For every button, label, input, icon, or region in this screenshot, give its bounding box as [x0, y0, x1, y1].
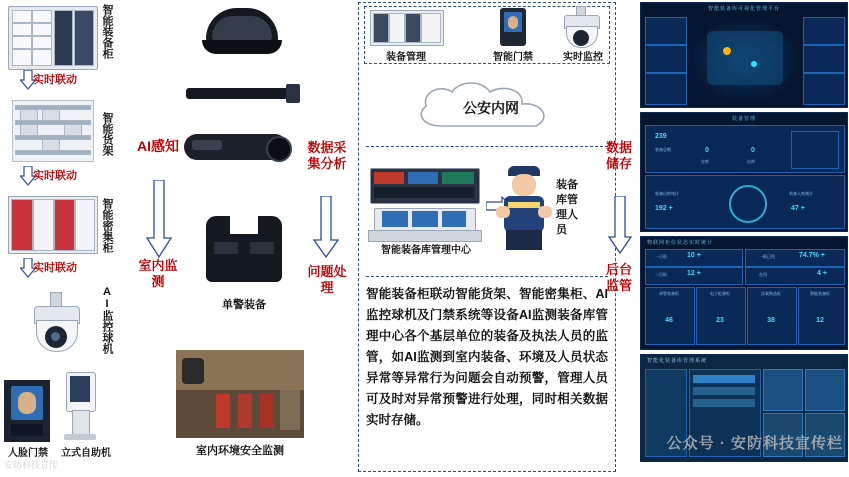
smart-equipment-cabinet-image: [8, 6, 96, 68]
cabinet-stat-3-label: 在用: [759, 272, 767, 277]
stat-outstock-label: 出库: [747, 159, 755, 164]
data-storage-label: [604, 140, 634, 172]
tactical-vest-image: [196, 216, 292, 288]
backend-supervision-text: 后台监管: [605, 262, 632, 293]
caption-single-police-equipment: 单警装备: [222, 299, 266, 311]
data-collection-label: [306, 140, 348, 172]
stat-outstock-value: 0: [751, 147, 755, 154]
smart-compact-cabinet-image: [8, 196, 96, 252]
label-face-access-control: 人脸门禁: [8, 448, 48, 459]
dashboard-console-title: 智能化装备库管理系统: [647, 358, 708, 364]
ai-perception-label: [136, 138, 180, 155]
label-equipment-management: 装备管理: [386, 52, 426, 63]
control-console-image: [370, 168, 478, 202]
dashboard-equipment-title: 装备管理: [731, 116, 756, 122]
data-storage-text: 数据储存: [605, 140, 632, 171]
label-realtime-link-3: 实时联动: [33, 262, 77, 274]
dashboard-cabinet[interactable]: [640, 236, 848, 350]
stat-out-total-label: 装备出库统计: [655, 191, 679, 196]
label-staff: 装备库管理人员: [556, 179, 578, 236]
issue-handling-label: [304, 264, 350, 296]
stat-in-total-value: 47 +: [791, 205, 805, 212]
cabinet-card-1-value: 23: [716, 317, 724, 324]
stat-instock-label: 在库: [701, 159, 709, 164]
caption-control-center: 智能装备库管理中心: [381, 245, 471, 256]
cabinet-card-2-value: 38: [767, 317, 775, 324]
cabinet-card-0-value: 46: [665, 317, 673, 324]
cabinet-card-3-label: 智能装备柜: [810, 291, 830, 296]
caption-indoor-safety-monitoring: 室内环境安全监测: [196, 445, 284, 457]
label-standing-kiosk: 立式自助机: [61, 448, 111, 459]
label-realtime-link-1: 实时联动: [33, 74, 77, 86]
cabinet-card-1-label: 电子枪弹柜: [710, 291, 730, 296]
standing-kiosk-image: [60, 372, 100, 442]
indoor-monitoring-text: 室内监测: [138, 258, 178, 289]
cabinet-stat-1-value: 74.7% +: [799, 252, 825, 259]
riot-helmet-image: [186, 4, 298, 62]
face-access-control-image: [4, 380, 50, 442]
center-divider-2: [366, 276, 608, 277]
dashboard-cabinet-title: 物联网柜位状态实时统计: [647, 240, 714, 246]
stat-total-label: 装备总数: [655, 147, 671, 152]
data-collection-text: 数据采集分析: [307, 140, 347, 171]
dashboard-map[interactable]: [640, 2, 848, 108]
operator-desk-image: [368, 208, 480, 242]
label-smart-access-control: 智能门禁: [493, 52, 533, 63]
ai-perception-arrow: [146, 180, 172, 258]
label-smart-equipment-cabinet: 智能装备柜: [101, 4, 113, 59]
label-smart-compact-cabinet: 智能密集柜: [101, 198, 113, 253]
intranet-cloud: [408, 78, 566, 136]
label-real-time-monitoring: 实时监控: [563, 52, 603, 63]
label-smart-shelf: 智能货架: [101, 112, 113, 156]
equipment-management-icon: [370, 10, 442, 46]
data-storage-arrow: [608, 196, 632, 254]
indoor-scene-image: [176, 350, 304, 438]
cabinet-stat-1-label: 一板已用: [759, 254, 775, 259]
staff-illustration: [494, 166, 554, 252]
cabinet-card-3-value: 12: [816, 317, 824, 324]
label-intranet-cloud: 公安内网: [463, 100, 519, 116]
label-realtime-link-2: 实时联动: [33, 170, 77, 182]
cabinet-stat-0-label: 一日柜: [655, 254, 667, 259]
label-ai-dome-camera: AI监控球机: [101, 286, 113, 354]
ai-dome-camera-image: [28, 292, 86, 362]
dashboard-equipment[interactable]: [640, 112, 848, 232]
bodycam-image: [176, 124, 304, 168]
center-divider: [366, 146, 608, 147]
flashlight-image: [182, 78, 302, 108]
issue-handling-text: 问题处理: [307, 264, 347, 295]
cabinet-stat-2-value: 12 +: [687, 270, 701, 277]
stat-in-total-label: 装备入库统计: [789, 191, 813, 196]
watermark: 公众号 · 安防科技宣传栏: [666, 435, 843, 452]
data-collection-arrow: [313, 196, 339, 258]
backend-supervision-label: [603, 262, 635, 294]
corner-watermark: 安防科技宣传: [4, 460, 59, 470]
center-description: 智能装备柜联动智能货架、智能密集柜、AI监控球机及门禁系统等设备AI监测装备库管理中心各个基层单位的装备及执法人员的监管，如AI监测到室内装备、环境及人员状态异常等异常行为问题会自动预警，管理人员可及时对异常预警进行处理，同时相关数据实时存储。: [366, 287, 608, 427]
cabinet-stat-3-value: 4 +: [817, 270, 827, 277]
stat-total-value: 239: [655, 133, 667, 140]
cabinet-card-0-label: 单警装备柜: [659, 291, 679, 296]
indoor-monitoring-label: [133, 258, 183, 290]
ai-perception-text: AI感知: [137, 138, 179, 154]
cabinet-card-2-label: 涉案物品柜: [761, 291, 781, 296]
smart-access-control-icon: [500, 8, 526, 48]
smart-shelf-image: [12, 100, 92, 160]
stat-instock-value: 0: [705, 147, 709, 154]
real-time-monitoring-icon: [560, 6, 604, 48]
stat-out-total-value: 192 +: [655, 205, 673, 212]
cabinet-stat-0-value: 10 +: [687, 252, 701, 259]
dashboard-map-title: 智能装备库可视化管理平台: [707, 6, 780, 12]
cabinet-stat-2-label: 二日柜: [655, 272, 667, 277]
